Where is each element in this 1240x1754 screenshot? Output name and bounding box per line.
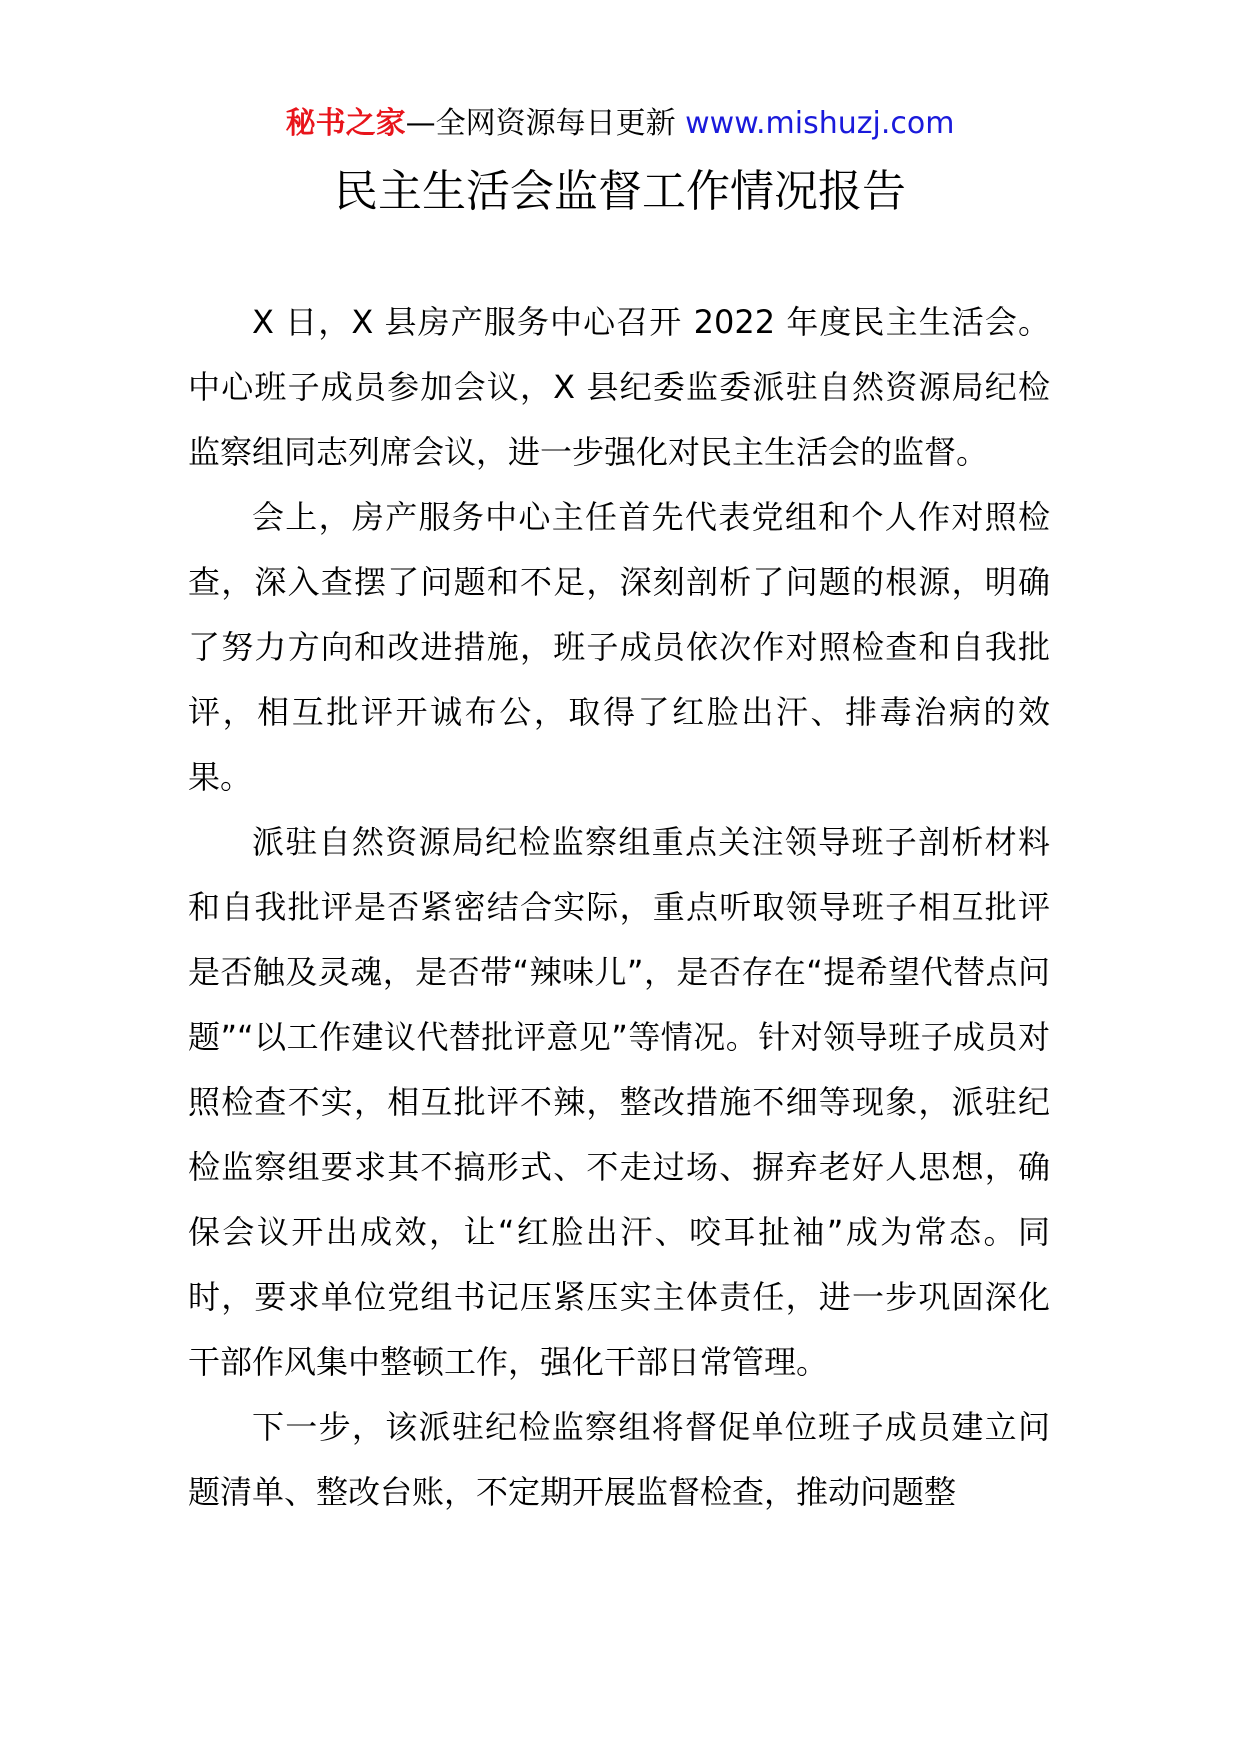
paragraph-2: 会上，房产服务中心主任首先代表党组和个人作对照检查，深入查摆了问题和不足，深刻剖析了问题的根源，明确了努力方向和改进措施，班子成员依次作对照检查和自我批评，相互批评开诚布公，取得了红脸出汗、排毒治病的效果。	[188, 498, 1050, 796]
paragraph-4: 下一步，该派驻纪检监察组将督促单位班子成员建立问题清单、整改台账，不定期开展监督检查，推动问题整	[188, 1408, 1050, 1511]
document-title: 民主生活会监督工作情况报告	[334, 166, 906, 217]
document-body	[188, 290, 1050, 1525]
paragraph-1: X 日，X 县房产服务中心召开 2022 年度民主生活会。中心班子成员参加会议，X 县纪委监委派驻自然资源局纪检监察组同志列席会议，进一步强化对民主生活会的监督。	[188, 303, 1050, 471]
paragraph-3: 派驻自然资源局纪检监察组重点关注领导班子剖析材料和自我批评是否紧密结合实际，重点听取领导班子相互批评是否触及灵魂，是否带“辣味儿”，是否存在“提希望代替点问题”“以工作建议代替批评意见”等情况。针对领导班子成员对照检查不实，相互批评不辣，整改措施不细等现象，派驻纪检监察组要求其不搞形式、不走过场、摒弃老好人思想，确保会议开出成效，让“红脸出汗、咬耳扯袖”成为常态。同时，要求单位党组书记压紧压实主体责任，进一步巩固深化干部作风集中整顿工作，强化干部日常管理。	[188, 823, 1050, 1381]
site-slogan: —全网资源每日更新	[405, 106, 686, 141]
site-brand: 秘书之家	[285, 106, 406, 141]
site-header	[0, 100, 1240, 148]
site-url-link[interactable]: www.mishuzj.com	[685, 106, 955, 141]
